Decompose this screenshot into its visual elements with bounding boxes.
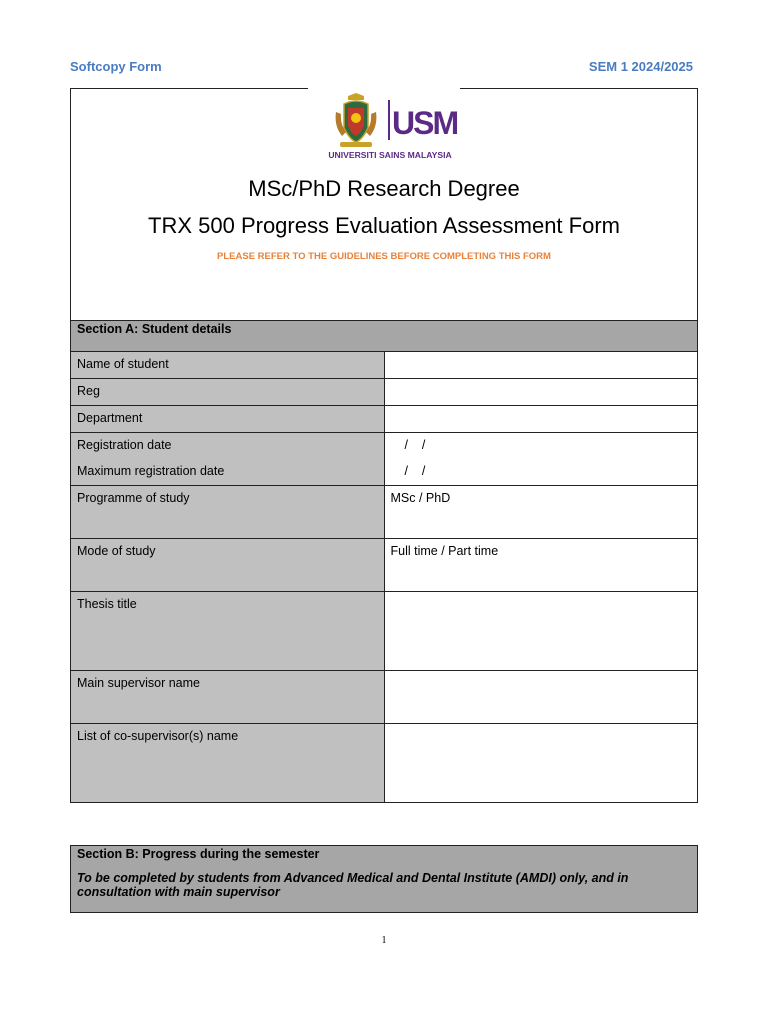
- field-programme-of-study[interactable]: MSc / PhD: [384, 486, 698, 539]
- guidelines-notice: PLEASE REFER TO THE GUIDELINES BEFORE COMPLETING THIS FORM: [217, 251, 551, 262]
- form-title-line2: TRX 500 Progress Evaluation Assessment Form: [148, 213, 620, 238]
- frame-logo-gap: [308, 86, 460, 90]
- section-b-heading: Section B: Progress during the semester: [77, 847, 320, 861]
- svg-text:USM: USM: [392, 105, 458, 141]
- form-title-line1: MSc/PhD Research Degree: [248, 176, 520, 201]
- field-department[interactable]: [384, 406, 698, 433]
- label-name-of-student: Name of student: [71, 352, 385, 379]
- field-max-registration-date[interactable]: / /: [404, 464, 426, 478]
- label-co-supervisors: List of co-supervisor(s) name: [71, 724, 385, 803]
- field-main-supervisor[interactable]: [384, 671, 698, 724]
- label-department: Department: [71, 406, 385, 433]
- crest-icon: [336, 93, 377, 147]
- section-a-heading: Section A: Student details: [71, 321, 698, 352]
- label-registration-date: Registration date: [77, 438, 172, 452]
- usm-logo: [328, 92, 458, 162]
- header-semester: SEM 1 2024/2025: [588, 59, 693, 74]
- field-registration-date[interactable]: / /: [404, 438, 426, 452]
- field-reg[interactable]: [384, 379, 698, 406]
- field-name-of-student[interactable]: [384, 352, 698, 379]
- page-number: 1: [381, 935, 387, 946]
- field-thesis-title[interactable]: [384, 592, 698, 671]
- field-mode-of-study[interactable]: Full time / Part time: [384, 539, 698, 592]
- label-programme-of-study: Programme of study: [71, 486, 385, 539]
- section-a: [70, 320, 698, 803]
- svg-text:UNIVERSITI SAINS MALAYSIA: UNIVERSITI SAINS MALAYSIA: [328, 150, 452, 160]
- section-b: [70, 845, 698, 913]
- header-form-type: Softcopy Form: [70, 59, 162, 74]
- label-main-supervisor: Main supervisor name: [71, 671, 385, 724]
- field-co-supervisors[interactable]: [384, 724, 698, 803]
- label-mode-of-study: Mode of study: [71, 539, 385, 592]
- student-details-table: [70, 320, 698, 803]
- label-registration-dates: [71, 433, 385, 486]
- label-reg: Reg: [71, 379, 385, 406]
- field-registration-dates[interactable]: [384, 433, 698, 486]
- label-max-registration-date: Maximum registration date: [77, 464, 225, 478]
- label-thesis-title: Thesis title: [71, 592, 385, 671]
- section-b-note: To be completed by students from Advanced Medical and Dental Institute (AMDI) only, and in consultation with main supervisor: [77, 871, 629, 899]
